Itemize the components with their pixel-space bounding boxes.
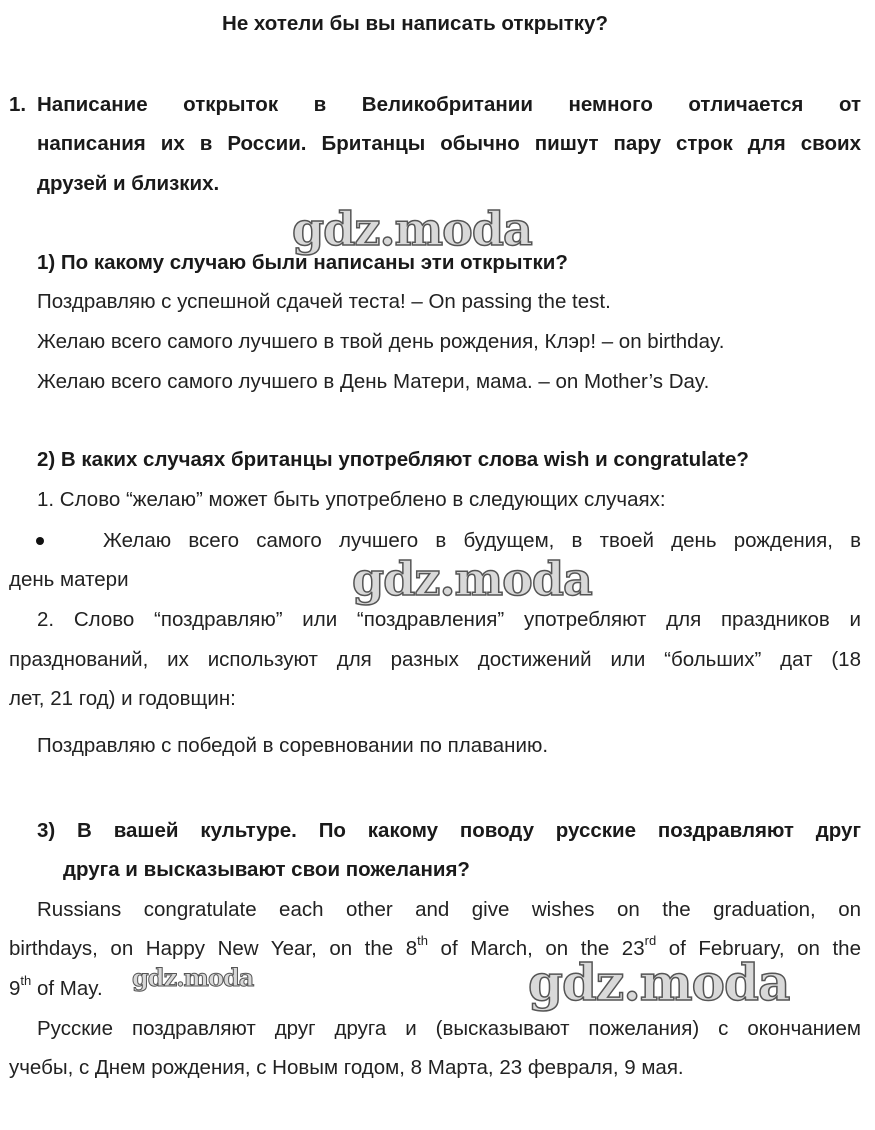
question-2-point-2-line1: 2. Слово “поздравляю” или “поздравления” употребляют для праздников и	[37, 608, 861, 631]
question-2-point-1: 1. Слово “желаю” может быть употреблено в следующих случаях:	[37, 488, 666, 511]
question-2-example: Поздравляю с победой в соревновании по плаванию.	[37, 734, 549, 757]
bullet-text-line2: день матери	[9, 568, 129, 591]
russian-answer-line2: учебы, с Днем рождения, с Новым годом, 8 Марта, 23 февраля, 9 мая.	[9, 1056, 684, 1079]
question-2-point-2-line3: лет, 21 год) и годовщин:	[9, 687, 236, 710]
english-answer-line1: Russians congratulate each other and give wishes on the graduation, on	[37, 898, 861, 921]
question-2-point-2-line2: празднований, их используют для разных достижений или “больших” дат (18	[9, 648, 861, 671]
watermark: gdz.moda	[292, 202, 532, 256]
question-3-heading-line1: 3) В вашей культуре. По какому поводу русские поздравляют друг	[37, 819, 861, 842]
bullet-text-line1: Желаю всего самого лучшего в будущем, в твоей день рождения, в	[103, 529, 861, 552]
page-title: Не хотели бы вы написать открытку?	[222, 12, 608, 35]
answer-3-line: Желаю всего самого лучшего в День Матери, мама. – on Mother’s Day.	[37, 370, 710, 393]
question-1-heading: 1) По какому случаю были написаны эти открытки?	[37, 251, 568, 274]
task-text-line1: Написание открыток в Великобритании немного отличается от	[37, 93, 861, 116]
task-number: 1.	[9, 93, 27, 116]
watermark-small: gdz.moda	[132, 963, 254, 992]
answer-2-line: Желаю всего самого лучшего в твой день рождения, Клэр! – on birthday.	[37, 330, 725, 353]
english-answer-line3: 9th of May.	[9, 973, 103, 1000]
watermark: gdz.moda	[352, 552, 592, 606]
task-text-line3: друзей и близких.	[37, 172, 220, 195]
english-answer-line2: birthdays, on Happy New Year, on the 8th of March, on the 23rd of February, on the	[9, 933, 861, 960]
bullet-icon	[36, 537, 44, 545]
answer-1-line: Поздравляю с успешной сдачей теста! – On passing the test.	[37, 290, 611, 313]
question-2-heading: 2) В каких случаях британцы употребляют слова wish и congratulate?	[37, 448, 749, 471]
question-3-heading-line2: друга и высказывают свои пожелания?	[63, 858, 470, 881]
task-text-line2: написания их в России. Британцы обычно пишут пару строк для своих	[37, 132, 861, 155]
watermark: gdz.moda	[528, 953, 790, 1012]
russian-answer-line1: Русские поздравляют друг друга и (высказывают пожелания) с окончанием	[37, 1017, 861, 1040]
